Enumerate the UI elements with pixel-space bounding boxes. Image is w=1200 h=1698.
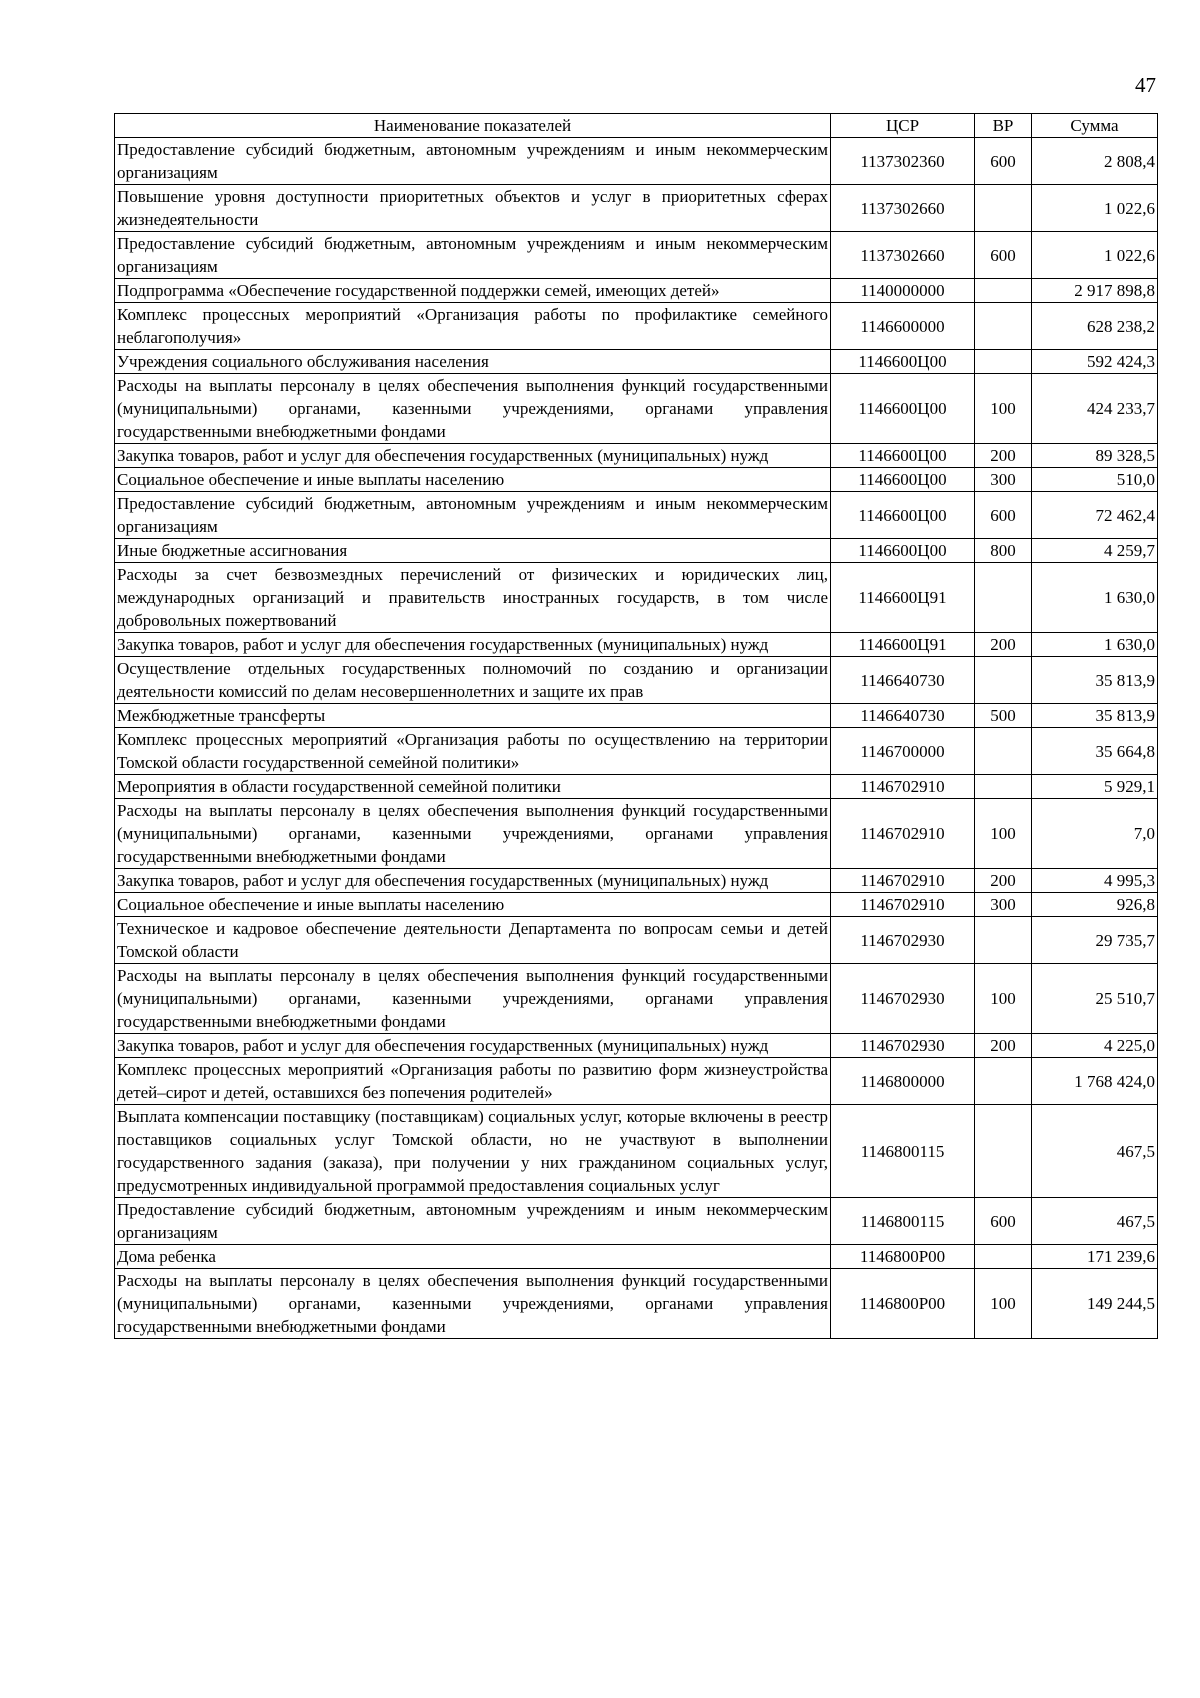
row-csr: 1146600Ц00 — [831, 492, 975, 539]
row-sum: 2 808,4 — [1032, 138, 1158, 185]
row-name: Комплекс процессных мероприятий «Организация работы по развитию форм жизнеустройства детей–сирот и детей, оставшихся без попечения родителей» — [115, 1058, 831, 1105]
row-csr: 1146600Ц00 — [831, 539, 975, 563]
table-row — [115, 374, 1158, 444]
row-name: Осуществление отдельных государственных полномочий по созданию и организации деятельности комиссий по делам несовершеннолетних и защите их прав — [115, 657, 831, 704]
row-csr: 1146702930 — [831, 1034, 975, 1058]
row-vr: 500 — [975, 704, 1032, 728]
row-csr: 1146702910 — [831, 869, 975, 893]
table-row — [115, 1034, 1158, 1058]
row-vr — [975, 1058, 1032, 1105]
row-name: Комплекс процессных мероприятий «Организация работы по осуществлению на территории Томской области государственной семейной политики» — [115, 728, 831, 775]
row-sum: 4 995,3 — [1032, 869, 1158, 893]
row-sum: 72 462,4 — [1032, 492, 1158, 539]
row-name: Расходы на выплаты персоналу в целях обеспечения выполнения функций государственными (муниципальными) органами, казенными учреждениями, органами управления государственными внебюджетными фондами — [115, 964, 831, 1034]
table-row — [115, 232, 1158, 279]
row-sum: 926,8 — [1032, 893, 1158, 917]
row-name: Социальное обеспечение и иные выплаты населению — [115, 468, 831, 492]
row-csr: 1146640730 — [831, 704, 975, 728]
row-csr: 1146600000 — [831, 303, 975, 350]
table-row — [115, 1058, 1158, 1105]
row-csr: 1146702910 — [831, 893, 975, 917]
row-csr: 1137302660 — [831, 185, 975, 232]
row-sum: 7,0 — [1032, 799, 1158, 869]
table-header-row — [115, 114, 1158, 138]
row-name: Расходы на выплаты персоналу в целях обеспечения выполнения функций государственными (муниципальными) органами, казенными учреждениями, органами управления государственными внебюджетными фондами — [115, 799, 831, 869]
row-vr: 200 — [975, 1034, 1032, 1058]
row-sum: 1 022,6 — [1032, 232, 1158, 279]
row-name: Выплата компенсации поставщику (поставщикам) социальных услуг, которые включены в реестр поставщиков социальных услуг Томской области, но не участвуют в выполнении государственного задания (заказа), при получении у них гражданином социальных услуг, предусмотренных индивидуальной программой предоставления социальных услуг — [115, 1105, 831, 1198]
row-sum: 628 238,2 — [1032, 303, 1158, 350]
row-vr — [975, 563, 1032, 633]
row-sum: 35 664,8 — [1032, 728, 1158, 775]
row-sum: 2 917 898,8 — [1032, 279, 1158, 303]
row-name: Закупка товаров, работ и услуг для обеспечения государственных (муниципальных) нужд — [115, 869, 831, 893]
table-row — [115, 633, 1158, 657]
row-sum: 1 630,0 — [1032, 633, 1158, 657]
row-csr: 1146702930 — [831, 917, 975, 964]
row-csr: 1137302360 — [831, 138, 975, 185]
row-csr: 1146600Ц00 — [831, 468, 975, 492]
row-sum: 1 768 424,0 — [1032, 1058, 1158, 1105]
row-sum: 510,0 — [1032, 468, 1158, 492]
header-vr: ВР — [975, 114, 1032, 138]
table-row — [115, 657, 1158, 704]
row-name: Дома ребенка — [115, 1245, 831, 1269]
row-name: Предоставление субсидий бюджетным, автономным учреждениям и иным некоммерческим организациям — [115, 138, 831, 185]
row-vr: 200 — [975, 444, 1032, 468]
table-row — [115, 799, 1158, 869]
table-row — [115, 492, 1158, 539]
row-vr — [975, 279, 1032, 303]
row-name: Социальное обеспечение и иные выплаты населению — [115, 893, 831, 917]
table-row — [115, 1269, 1158, 1339]
row-vr — [975, 775, 1032, 799]
row-sum: 35 813,9 — [1032, 704, 1158, 728]
row-csr: 1146600Ц91 — [831, 563, 975, 633]
row-csr: 1146600Ц91 — [831, 633, 975, 657]
row-vr: 100 — [975, 964, 1032, 1034]
row-name: Предоставление субсидий бюджетным, автономным учреждениям и иным некоммерческим организациям — [115, 492, 831, 539]
table-row — [115, 444, 1158, 468]
row-sum: 25 510,7 — [1032, 964, 1158, 1034]
row-name: Иные бюджетные ассигнования — [115, 539, 831, 563]
row-vr — [975, 350, 1032, 374]
row-sum: 1 022,6 — [1032, 185, 1158, 232]
table-row — [115, 893, 1158, 917]
row-csr: 1146800Р00 — [831, 1245, 975, 1269]
row-name: Закупка товаров, работ и услуг для обеспечения государственных (муниципальных) нужд — [115, 444, 831, 468]
row-name: Комплекс процессных мероприятий «Организация работы по профилактике семейного неблагополучия» — [115, 303, 831, 350]
row-name: Подпрограмма «Обеспечение государственной поддержки семей, имеющих детей» — [115, 279, 831, 303]
row-vr: 200 — [975, 869, 1032, 893]
row-name: Техническое и кадровое обеспечение деятельности Департамента по вопросам семьи и детей Томской области — [115, 917, 831, 964]
row-vr — [975, 917, 1032, 964]
row-csr: 1146600Ц00 — [831, 444, 975, 468]
row-vr: 100 — [975, 1269, 1032, 1339]
row-csr: 1146702930 — [831, 964, 975, 1034]
table-row — [115, 185, 1158, 232]
row-sum: 89 328,5 — [1032, 444, 1158, 468]
table-row — [115, 563, 1158, 633]
table-row — [115, 468, 1158, 492]
row-vr — [975, 1245, 1032, 1269]
row-vr — [975, 303, 1032, 350]
row-vr: 300 — [975, 893, 1032, 917]
row-vr: 800 — [975, 539, 1032, 563]
row-csr: 1146702910 — [831, 799, 975, 869]
table-row — [115, 350, 1158, 374]
row-csr: 1146600Ц00 — [831, 350, 975, 374]
row-sum: 171 239,6 — [1032, 1245, 1158, 1269]
row-name: Расходы на выплаты персоналу в целях обеспечения выполнения функций государственными (муниципальными) органами, казенными учреждениями, органами управления государственными внебюджетными фондами — [115, 374, 831, 444]
row-vr: 600 — [975, 492, 1032, 539]
row-name: Закупка товаров, работ и услуг для обеспечения государственных (муниципальных) нужд — [115, 1034, 831, 1058]
row-sum: 4 259,7 — [1032, 539, 1158, 563]
row-vr — [975, 185, 1032, 232]
table-row — [115, 1198, 1158, 1245]
row-sum: 592 424,3 — [1032, 350, 1158, 374]
row-csr: 1146600Ц00 — [831, 374, 975, 444]
table-row — [115, 1245, 1158, 1269]
row-csr: 1146640730 — [831, 657, 975, 704]
row-name: Расходы на выплаты персоналу в целях обеспечения выполнения функций государственными (муниципальными) органами, казенными учреждениями, органами управления государственными внебюджетными фондами — [115, 1269, 831, 1339]
table-row — [115, 964, 1158, 1034]
row-name: Межбюджетные трансферты — [115, 704, 831, 728]
row-sum: 149 244,5 — [1032, 1269, 1158, 1339]
budget-table — [114, 113, 1158, 1339]
row-vr — [975, 1105, 1032, 1198]
row-name: Закупка товаров, работ и услуг для обеспечения государственных (муниципальных) нужд — [115, 633, 831, 657]
row-name: Мероприятия в области государственной семейной политики — [115, 775, 831, 799]
row-csr: 1146702910 — [831, 775, 975, 799]
row-sum: 1 630,0 — [1032, 563, 1158, 633]
row-vr — [975, 728, 1032, 775]
table-row — [115, 539, 1158, 563]
row-csr: 1146800Р00 — [831, 1269, 975, 1339]
page-number: 47 — [1135, 73, 1156, 97]
row-sum: 29 735,7 — [1032, 917, 1158, 964]
row-vr — [975, 657, 1032, 704]
header-name: Наименование показателей — [115, 114, 831, 138]
row-vr: 300 — [975, 468, 1032, 492]
row-name: Повышение уровня доступности приоритетных объектов и услуг в приоритетных сферах жизнедеятельности — [115, 185, 831, 232]
row-vr: 600 — [975, 138, 1032, 185]
table-row — [115, 704, 1158, 728]
table-row — [115, 279, 1158, 303]
header-sum: Сумма — [1032, 114, 1158, 138]
header-csr: ЦСР — [831, 114, 975, 138]
row-vr: 600 — [975, 232, 1032, 279]
row-sum: 5 929,1 — [1032, 775, 1158, 799]
row-name: Предоставление субсидий бюджетным, автономным учреждениям и иным некоммерческим организациям — [115, 1198, 831, 1245]
row-csr: 1137302660 — [831, 232, 975, 279]
table-body — [115, 138, 1158, 1339]
table-row — [115, 1105, 1158, 1198]
row-sum: 35 813,9 — [1032, 657, 1158, 704]
table-row — [115, 917, 1158, 964]
row-csr: 1146800115 — [831, 1198, 975, 1245]
row-vr: 200 — [975, 633, 1032, 657]
row-name: Предоставление субсидий бюджетным, автономным учреждениям и иным некоммерческим организациям — [115, 232, 831, 279]
table-row — [115, 728, 1158, 775]
row-sum: 424 233,7 — [1032, 374, 1158, 444]
row-vr: 100 — [975, 374, 1032, 444]
row-csr: 1146700000 — [831, 728, 975, 775]
row-vr: 600 — [975, 1198, 1032, 1245]
row-sum: 467,5 — [1032, 1198, 1158, 1245]
row-sum: 4 225,0 — [1032, 1034, 1158, 1058]
table-row — [115, 138, 1158, 185]
table-row — [115, 869, 1158, 893]
row-vr: 100 — [975, 799, 1032, 869]
row-name: Учреждения социального обслуживания населения — [115, 350, 831, 374]
row-sum: 467,5 — [1032, 1105, 1158, 1198]
row-name: Расходы за счет безвозмездных перечислений от физических и юридических лиц, международных организаций и правительств иностранных государств, в том числе добровольных пожертвований — [115, 563, 831, 633]
table-row — [115, 303, 1158, 350]
row-csr: 1140000000 — [831, 279, 975, 303]
table-row — [115, 775, 1158, 799]
row-csr: 1146800115 — [831, 1105, 975, 1198]
row-csr: 1146800000 — [831, 1058, 975, 1105]
